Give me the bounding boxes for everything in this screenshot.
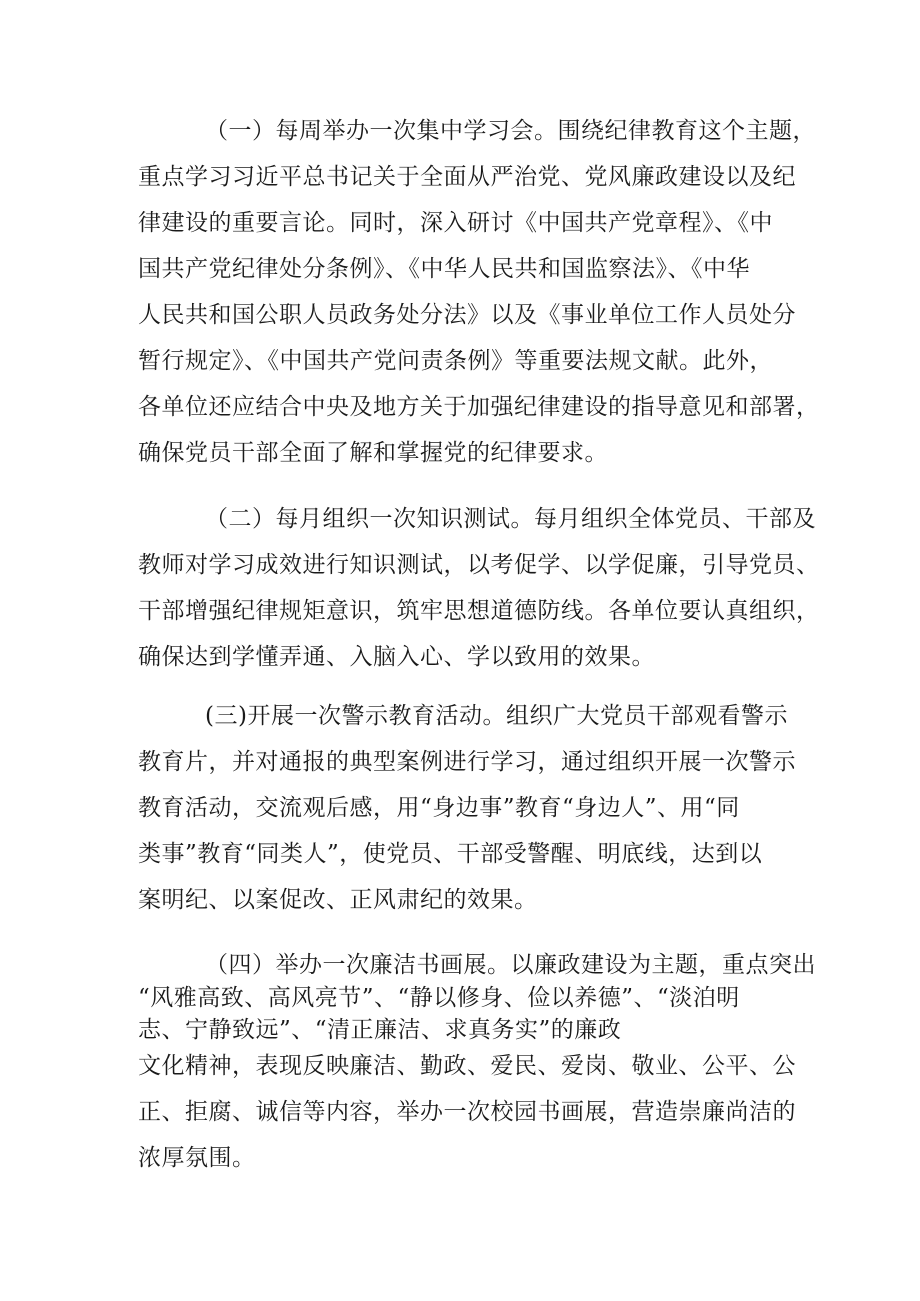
paragraph-3-line-1: (三)开展一次警示教育活动。组织广大党员干部观看警示 — [205, 703, 788, 729]
paragraph-1-line-7: 各单位还应结合中央及地方关于加强纪律建设的指导意见和部署， — [138, 394, 820, 420]
paragraph-4-line-4: 文化精神，表现反映廉洁、勤政、爱民、爱岗、敬业、公平、公 — [138, 1053, 796, 1079]
paragraph-2-line-2: 教师对学习成效进行知识测试，以考促学、以学促廉，引导党员、 — [138, 552, 820, 578]
paragraph-1-line-4: 国共产党纪律处分条例》、《中华人民共和国监察法》、《中华 — [138, 256, 750, 282]
paragraph-3-line-4: 类事”教育“同类人”，使党员、干部受警醒、明底线，达到以 — [138, 841, 763, 867]
paragraph-4-line-3: 志、宁静致远”、“清正廉洁、求真务实”的廉政 — [138, 1017, 622, 1043]
paragraph-4-line-1: （四）举办一次廉洁书画展。以廉政建设为主题，重点突出 — [205, 952, 816, 978]
paragraph-2-line-4: 确保达到学懂弄通、入脑入心、学以致用的效果。 — [138, 644, 655, 670]
paragraph-4-line-2: “风雅高致、高风亮节”、“静以修身、俭以养德”、“淡泊明 — [138, 985, 740, 1011]
paragraph-2-line-3: 干部增强纪律规矩意识，筑牢思想道德防线。各单位要认真组织， — [138, 598, 820, 624]
paragraph-1-line-1: （一）每周举办一次集中学习会。围绕纪律教育这个主题， — [205, 118, 816, 144]
paragraph-1-line-5: 人民共和国公职人员政务处分法》以及《事业单位工作人员处分 — [138, 302, 796, 328]
paragraph-4-line-5: 正、拒腐、诚信等内容，举办一次校园书画展，营造崇廉尚洁的 — [138, 1099, 796, 1125]
paragraph-1-line-3: 律建设的重要言论。同时，深入研讨《中国共产党章程》、《中 — [138, 210, 773, 236]
paragraph-3-line-3: 教育活动，交流观后感，用“身边事”教育“身边人”、用“同 — [138, 795, 740, 821]
paragraph-4-line-6: 浓厚氛围。 — [138, 1145, 256, 1171]
paragraph-3-line-5: 案明纪、以案促改、正风肃纪的效果。 — [138, 887, 538, 913]
paragraph-1-line-6: 暂行规定》、《中国共产党问责条例》等重要法规文献。此外， — [138, 348, 773, 374]
paragraph-2-line-1: （二）每月组织一次知识测试。每月组织全体党员、干部及 — [205, 506, 816, 532]
paragraph-1-line-8: 确保党员干部全面了解和掌握党的纪律要求。 — [138, 440, 608, 466]
paragraph-1-line-2: 重点学习习近平总书记关于全面从严治党、党风廉政建设以及纪 — [138, 164, 796, 190]
paragraph-3-line-2: 教育片，并对通报的典型案例进行学习，通过组织开展一次警示 — [138, 749, 796, 775]
